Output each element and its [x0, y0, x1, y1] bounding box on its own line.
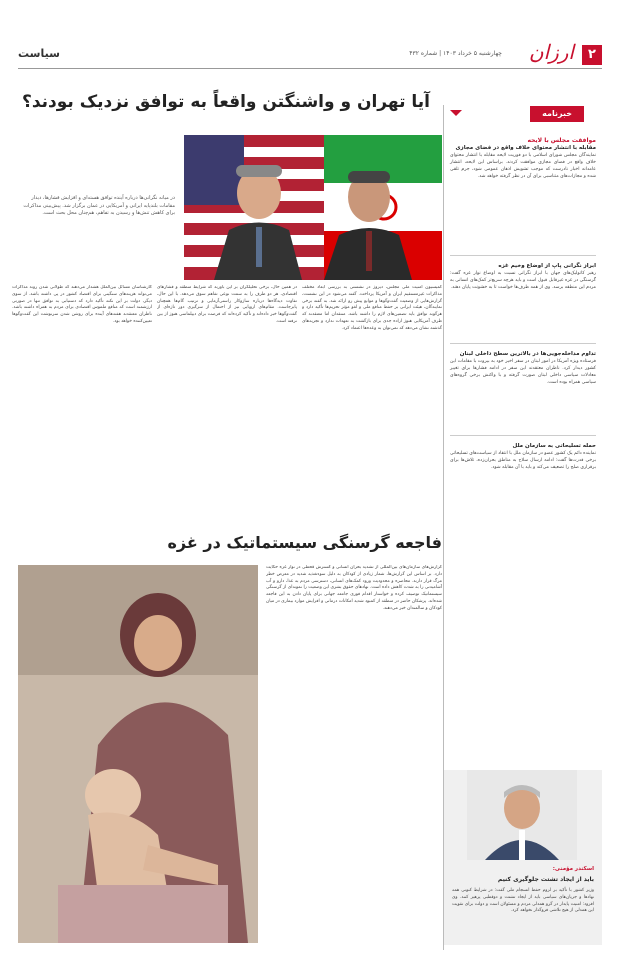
body-column-left: کارشناسان مسائل بین‌الملل هشدار می‌دهند که طولانی شدن روند مذاکرات می‌تواند هزینه‌های سنگینی برای اقتصاد کشور در پی داشته باشد. از سوی دیگر، دولت بر این نکته تأکید دارد که دستیابی به توافق تنها در صورتی ارزشمند است که منافع ملموس اقتصادی برای مردم به همراه داشته باشد. ناظران معتقدند هفته‌های آینده برای روشن شدن سرنوشت این گفت‌وگوها تعیین‌کننده خواهد بود.	[12, 285, 152, 325]
issue-info: چهارشنبه ۵ خرداد ۱۴۰۳ | شماره ۴۳۲	[409, 50, 502, 57]
divider	[450, 343, 596, 344]
brief-item	[450, 351, 596, 387]
divider	[450, 255, 596, 256]
page-number: ۲	[582, 45, 602, 65]
body-column-middle: در همین حال، برخی تحلیلگران بر این باورند که شرایط منطقه و فشارهای اقتصادی، هر دو طرف را به سمت نوعی تفاهم سوق می‌دهد. با این حال، تفاوت دیدگاه‌ها درباره سازوکار راستی‌آزمایی و ترتیب گام‌ها همچنان پابرجاست. مقام‌های اروپایی نیز از احتمال از سرگیری دور تازه‌ای از گفت‌وگوها خبر داده‌اند و تأکید کرده‌اند که فرصت برای دیپلماسی هنوز از بین نرفته است.	[157, 285, 297, 325]
brief-tag-arrow-icon	[450, 110, 462, 116]
body-column-right: کمیسیون امنیت ملی مجلس، دیروز در نشستی به بررسی ابعاد مختلف مذاکرات غیرمستقیم ایران و آمریکا پرداخت. گفته می‌شود در این نشست، گزارش‌هایی از وضعیت گفت‌وگوها و موانع پیش رو ارائه شد. به گفته برخی نمایندگان، هیئت ایرانی بر حفظ منافع ملی و لغو مؤثر تحریم‌ها تأکید دارد و هرگونه توافق باید تضمین‌های لازم را داشته باشد. منتقدان اما معتقدند که طرف آمریکایی هنوز اراده جدی برای بازگشت به تعهدات ندارد و تجربه‌های گذشته نشان می‌دهد که نمی‌توان به وعده‌ها اعتماد کرد.	[302, 285, 442, 331]
brief-item	[450, 263, 596, 291]
brief-text: نماینده دائم یک کشور عضو در سازمان ملل با انتقاد از سیاست‌های تسلیحاتی برخی قدرت‌ها گفت: ادامه ارسال سلاح به مناطق بحران‌زده، تلاش‌ها برای برقراری صلح را تضعیف می‌کند و باید با آن مقابله شود.	[450, 451, 596, 471]
author-name: اسکندر مؤمنی:	[552, 866, 594, 872]
brief-item	[450, 443, 596, 471]
author-photo	[467, 770, 577, 860]
brief-text: رهبر کاتولیک‌های جهان با ابراز نگرانی نسبت به اوضاع نوار غزه گفت: گرسنگی در غزه غیرقابل قبول است و باید هرچه سریع‌تر کمک‌های انسانی به مردم این منطقه برسد. وی از همه طرف‌ها خواست تا به خشونت پایان دهند.	[450, 271, 596, 291]
section-name: سیاست	[18, 47, 60, 60]
divider	[450, 435, 596, 436]
page-header	[18, 42, 602, 69]
author-quote-title: باید از ایجاد تشتت جلوگیری کنیم	[497, 876, 594, 883]
author-box	[444, 770, 602, 945]
gaza-photo	[18, 565, 258, 943]
brief-title: حمله تسلیحاتی به سازمان ملل	[512, 443, 596, 449]
main-headline: آیا تهران و واشنگتن واقعاً به توافق نزدیک بودند؟	[21, 92, 430, 112]
brief-tag: خبرنامه	[530, 106, 584, 122]
brief-text: فرستاده ویژه آمریکا در امور لبنان در سفر اخیر خود به بیروت با مقامات این کشور دیدار کرد. ناظران معتقدند این سفر در ادامه فشارها برای تغییر معادلات سیاسی داخلی لبنان صورت گرفته و با واکنش برخی گروه‌های سیاسی همراه بوده است.	[450, 359, 596, 386]
brief-title: تداوم مداخله‌جویی‌ها در بالاترین سطح داخلی لبنان	[459, 351, 596, 357]
photo-caption: در میانه نگرانی‌ها درباره آینده توافق هسته‌ای و افزایش فشارها، دیدار مقامات بلندپایه ایرانی و آمریکایی در عمان برگزار شد. پیش‌بینی مذاکرات برای کاهش تنش‌ها و رسیدن به تفاهم، هم‌چنان محل بحث است.	[23, 195, 175, 216]
brief-text: نمایندگان مجلس شورای اسلامی با دو فوریت لایحه مقابله با انتشار محتوای خلاف واقع در فضای مجازی موافقت کردند. براساس این لایحه، انتشار عامدانه اخبار نادرست که موجب تشویش اذهان عمومی شود، جرم تلقی شده و مجازات‌های متناسبی برای آن در نظر گرفته خواهد شد.	[450, 152, 596, 180]
bottom-headline: فاجعه گرسنگی سیستماتیک در غزه	[167, 533, 442, 552]
diplomats-photo	[184, 135, 442, 280]
brief-kicker: موافقت مجلس با لایحه	[527, 137, 596, 144]
bottom-story-text: گزارش‌های سازمان‌های بین‌المللی از تشدید بحران انسانی و گسترش قحطی در نوار غزه حکایت دارد. بر اساس این گزارش‌ها، شمار زیادی از کودکان به دلیل سوءتغذیه شدید در معرض خطر مرگ قرار دارند. محاصره و محدودیت ورود کمک‌های انسانی، دسترسی مردم به غذا، دارو و آب آشامیدنی را به شدت کاهش داده است. نهادهای حقوق بشری این وضعیت را نمونه‌ای از گرسنگی سیستماتیک توصیف کرده و خواستار اقدام فوری جامعه جهانی برای پایان دادن به این فاجعه شده‌اند. پزشکان حاضر در منطقه از کمبود شدید امکانات درمانی و افزایش موارد بیماری در میان کودکان و سالمندان خبر می‌دهند.	[266, 565, 442, 611]
author-text: وزیر کشور با تأکید بر لزوم حفظ انسجام ملی گفت: در شرایط کنونی همه نهادها و جریان‌های سیاسی باید از ایجاد تشتت و دوقطبی پرهیز کنند. وی افزود: امنیت پایدار در گرو همدلی مردم و مسئولان است و دولت برای تقویت این همدلی از هیچ تلاشی فروگذار نخواهد کرد.	[452, 888, 594, 914]
brief-title: مقابله با انتشار محتوای خلاف واقع در فضای مجازی	[455, 144, 596, 151]
brief-item	[450, 137, 596, 180]
main-story-body	[12, 285, 442, 525]
newspaper-logo: ارزان	[528, 40, 574, 64]
brief-title: ابراز نگرانی پاپ از اوضاع وخیم غزه	[498, 263, 596, 269]
